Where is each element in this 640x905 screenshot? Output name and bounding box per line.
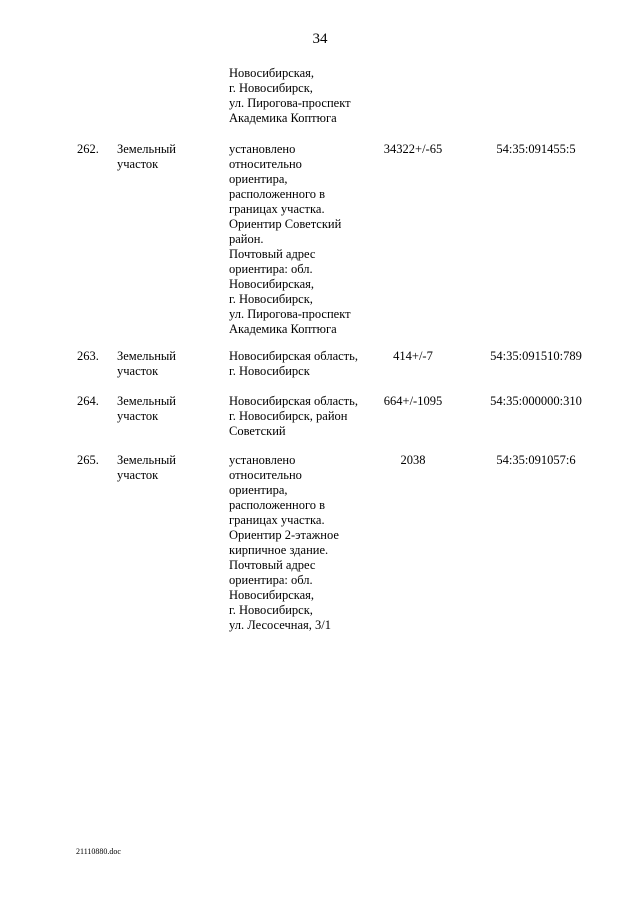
area-value: 414+/-7 (393, 349, 433, 363)
address-cell (229, 394, 379, 439)
address-line: установлено (229, 142, 296, 156)
object-type-cell (117, 453, 202, 483)
address-line: район. (229, 232, 264, 246)
cadastral-number: 54:35:091057:6 (496, 453, 576, 467)
address-line: ул. Пирогова-проспект (229, 96, 351, 110)
cadastral-number: 54:35:091510:789 (490, 349, 582, 363)
address-line: г. Новосибирск (229, 364, 310, 378)
address-line: ориентира, (229, 483, 288, 497)
address-line: границах участка. (229, 202, 325, 216)
address-line: г. Новосибирск, (229, 81, 313, 95)
address-line: ул. Лесосечная, 3/1 (229, 618, 331, 632)
address-line: относительно (229, 468, 302, 482)
object-type-cell (117, 142, 202, 172)
row-number: 262. (77, 142, 99, 156)
row-number: 264. (77, 394, 99, 408)
address-line: ориентира, (229, 172, 288, 186)
address-line: ориентира: обл. (229, 573, 313, 587)
address-line: Почтовый адрес (229, 247, 316, 261)
address-line: ориентира: обл. (229, 262, 313, 276)
object-type-line: участок (117, 409, 159, 423)
address-line: Академика Коптюга (229, 111, 337, 125)
address-line: ул. Пирогова-проспект (229, 307, 351, 321)
address-line: Ориентир Советский (229, 217, 342, 231)
object-type-line: участок (117, 364, 159, 378)
page-number: 34 (312, 31, 328, 47)
address-line: Ориентир 2-этажное (229, 528, 339, 542)
object-type-line: участок (117, 157, 159, 171)
row-number: 265. (77, 453, 99, 467)
object-type-cell (117, 349, 202, 379)
area-value: 34322+/-65 (383, 142, 443, 156)
address-line: Новосибирская, (229, 66, 315, 80)
cadastral-number: 54:35:091455:5 (496, 142, 576, 156)
address-line: Новосибирская, (229, 277, 315, 291)
object-type-line: Земельный (117, 349, 176, 363)
address-cell (229, 453, 379, 633)
address-line: Советский (229, 424, 286, 438)
address-line: относительно (229, 157, 302, 171)
object-type-line: участок (117, 468, 159, 482)
row-number: 263. (77, 349, 99, 363)
address-line: Почтовый адрес (229, 558, 316, 572)
address-cell (229, 142, 379, 337)
area-value: 2038 (400, 453, 426, 467)
address-line: установлено (229, 453, 296, 467)
object-type-line: Земельный (117, 142, 176, 156)
address-line: Новосибирская область, (229, 349, 358, 363)
address-line: Новосибирская область, (229, 394, 358, 408)
address-cell (229, 66, 379, 126)
object-type-line: Земельный (117, 394, 176, 408)
address-line: расположенного в (229, 187, 326, 201)
cadastral-number: 54:35:000000:310 (490, 394, 582, 408)
address-line: кирпичное здание. (229, 543, 329, 557)
address-line: Академика Коптюга (229, 322, 337, 336)
address-line: расположенного в (229, 498, 326, 512)
area-value: 664+/-1095 (383, 394, 443, 408)
object-type-cell (117, 394, 202, 424)
address-line: границах участка. (229, 513, 325, 527)
address-line: г. Новосибирск, (229, 603, 313, 617)
address-cell (229, 349, 379, 379)
address-line: г. Новосибирск, район (229, 409, 348, 423)
address-line: Новосибирская, (229, 588, 315, 602)
object-type-line: Земельный (117, 453, 176, 467)
document-filename: 21110880.doc (76, 847, 121, 856)
address-line: г. Новосибирск, (229, 292, 313, 306)
